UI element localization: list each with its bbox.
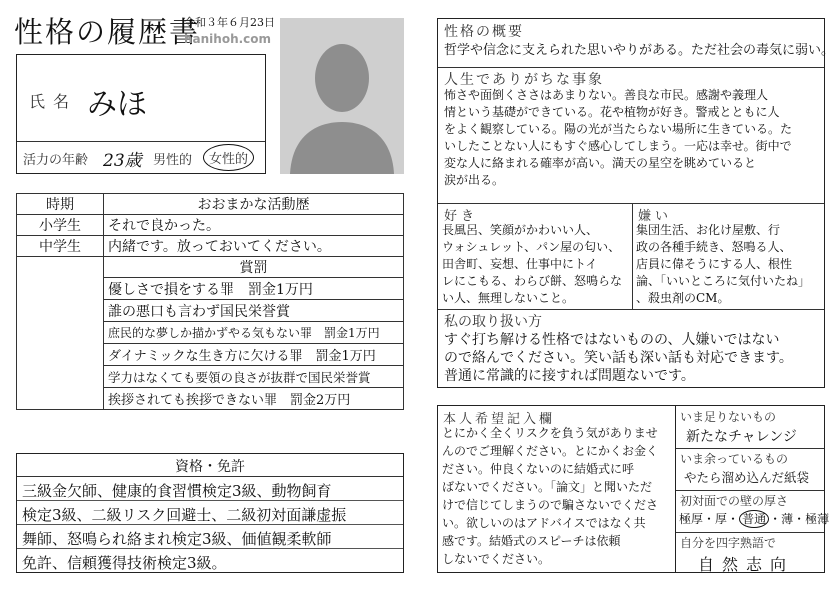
side-box <box>675 405 830 574</box>
surplus-label: いま余っているもの <box>680 452 789 466</box>
wall-option: 厚 <box>715 512 728 526</box>
age-label: 活力の年齢 <box>23 153 89 168</box>
activity-cell: それで良かった。 <box>104 215 404 236</box>
wish-line: ばないでください。「論文」と聞いただ <box>442 480 653 494</box>
handling-title: 私の取り扱い方 <box>444 314 542 330</box>
name-label: 氏名 <box>29 92 78 111</box>
likes-line: い人、無理しないこと。 <box>442 291 575 305</box>
lacking-label: いま足りないもの <box>680 410 777 424</box>
wish-line: ださい。仲良くないのに結婚式に呼 <box>442 462 635 476</box>
events-title: 人生でありがちな事象 <box>444 72 604 88</box>
personality-sheet <box>437 18 835 388</box>
wish-line: 感です。結婚式のスピーチは依頼 <box>442 534 621 548</box>
licenses-title: 資格・免許 <box>175 459 245 475</box>
events-line: 涙が出る。 <box>444 173 505 187</box>
document-title: 性格の履歴書 <box>14 15 201 49</box>
name-value: みほ <box>87 87 147 122</box>
profile-box <box>16 54 266 174</box>
wall-option: 極薄 <box>805 512 830 526</box>
events-line: 情という基礎ができている。花や植物が好き。警戒とともに人 <box>444 105 780 119</box>
overview-text: 哲学や信念に支えられた思いやりがある。ただ社会の毒気に弱い。 <box>444 43 835 58</box>
events-line: 怖さや面倒くささはあまりない。善良な市民。感謝や義理人 <box>444 88 769 102</box>
licenses-box <box>16 453 404 573</box>
handling-line: すぐ打ち解ける性格ではないものの、人嫌いではない <box>444 332 780 348</box>
wish-box <box>437 405 676 573</box>
col-period-header: 時期 <box>17 194 104 215</box>
wish-title: 本人希望記入欄 <box>443 412 556 427</box>
person-silhouette-icon <box>280 18 404 174</box>
award-item: 庶民的な夢しか描かずやる気もない罪 罰金1万円 <box>104 322 404 344</box>
handling-line: 普通に常識的に接すれば問題ないです。 <box>444 368 695 384</box>
award-item: 優しさで損をする罪 罰金1万円 <box>104 278 404 300</box>
license-line: 検定3級、二級リスク回避士、二級初対面謙虚振 <box>22 506 347 524</box>
age-value: 23歳 <box>103 151 142 171</box>
events-line: をよく観察している。陽の光が当たらない場所に生きている。た <box>444 122 793 136</box>
likes-line: 長風呂、笑顔がかわいい人、 <box>442 223 599 237</box>
wish-line: しないでください。 <box>442 552 551 566</box>
license-line: 舞師、怒鳴られ絡まれ検定3級、価値観柔軟師 <box>22 530 332 548</box>
license-line: 免許、信頼獲得技術検定3級。 <box>22 554 227 572</box>
surplus-value: やたら溜め込んだ紙袋 <box>684 470 810 485</box>
events-line: 変な人に絡まれる確率が高い。満天の星空を眺めていると <box>444 156 757 170</box>
award-item: 誰の悪口も言わず国民栄誉賞 <box>104 300 404 322</box>
wall-option: 薄 <box>781 512 794 526</box>
gender-female <box>203 144 254 171</box>
history-table <box>16 193 404 410</box>
period-cell: 小学生 <box>17 215 104 236</box>
photo-placeholder <box>280 18 404 174</box>
likes-line: レにこもる、わらび餅、怒鳴らな <box>442 274 623 288</box>
activity-cell: 内緒です。放っておいてください。 <box>104 236 404 257</box>
wish-line: とにかく全くリスクを負う気がありませ <box>442 426 658 440</box>
likes-line: ウォシュレット、パン屋の匂い、 <box>442 240 621 254</box>
wall-option-selected: 普通 <box>739 510 769 528</box>
license-line: 三級金欠師、健康的食習慣検定3級、動物飼育 <box>22 482 332 500</box>
yoji-value: 自然志向 <box>698 555 795 574</box>
wall-option: 極厚 <box>679 512 704 526</box>
period-cell: 中学生 <box>17 236 104 257</box>
yoji-label: 自分を四字熟語で <box>680 536 777 550</box>
wish-line: けで信じてしまうので騙さないでくださ <box>442 498 659 512</box>
gender-female-label: 女性的 <box>209 152 249 167</box>
handling-line: ので絡んでください。笑い話も深い話も対応できます。 <box>444 350 793 366</box>
wall-options: 極厚・厚・ 普通 ・薄・極薄 <box>679 512 830 526</box>
wish-line: い。欲しいのはアドバイスではなく共 <box>442 516 646 530</box>
likes-line: 田舎町、妄想、仕事中にトイ <box>442 257 598 271</box>
dislikes-line: 政の各種手続き、怒鳴る人、 <box>636 240 792 254</box>
lacking-value: 新たなチャレンジ <box>686 429 797 445</box>
dislikes-line: 集団生活、お化け屋敷、行 <box>636 223 781 237</box>
gender-male: 男性的 <box>153 153 193 168</box>
overview-title: 性格の概要 <box>444 24 524 40</box>
dislikes-line: 店員に偉そうにする人、根性 <box>636 257 793 271</box>
dislikes-title: 嫌い <box>638 209 673 224</box>
award-item: ダイナミックな生き方に欠ける罪 罰金1万円 <box>104 344 404 366</box>
awards-spacer <box>17 257 104 410</box>
dislikes-line: 論、「いいところに気付いたね」 <box>636 274 811 288</box>
document-date: 令和３年６月23日 <box>184 16 275 29</box>
col-activity-header: おおまかな活動歴 <box>104 194 404 215</box>
award-item: 挨拶されても挨拶できない罪 罰金2万円 <box>104 388 404 410</box>
likes-title: 好き <box>444 209 479 224</box>
awards-title: 賞罰 <box>104 257 404 278</box>
events-line: いしたことない人にもすぐ感心してしまう。一応は幸せ。街中で <box>444 139 792 153</box>
wall-label: 初対面での壁の厚さ <box>680 494 789 508</box>
site-url: hanihoh.com <box>184 32 272 46</box>
dislikes-line: 、殺虫剤のCM。 <box>636 291 730 305</box>
award-item: 学力はなくても要領の良さが抜群で国民栄誉賞 <box>104 366 404 388</box>
wish-line: んのでご理解ください。とにかくお金く <box>442 444 659 458</box>
